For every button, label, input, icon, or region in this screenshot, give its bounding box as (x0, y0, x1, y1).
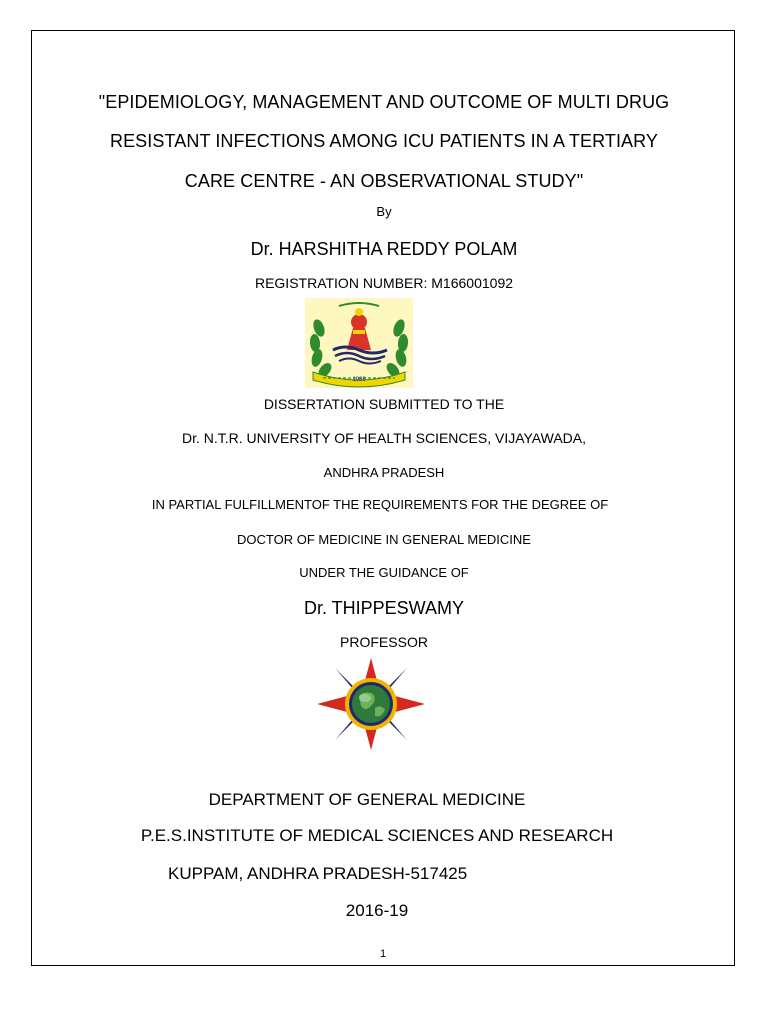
submission-line-4: IN PARTIAL FULFILLMENTOF THE REQUIREMENTS FOR THE DEGREE OF (151, 497, 609, 512)
submission-line-5: DOCTOR OF MEDICINE IN GENERAL MEDICINE (237, 532, 531, 547)
author-name: Dr. HARSHITHA REDDY POLAM (250, 239, 518, 259)
university-seal-icon (305, 298, 413, 388)
years: 2016-19 (345, 901, 409, 920)
department: DEPARTMENT OF GENERAL MEDICINE (208, 790, 526, 809)
submission-line-6: UNDER THE GUIDANCE OF (299, 565, 469, 580)
guide-title: PROFESSOR (340, 634, 428, 650)
seal-year: 1986 (352, 377, 366, 383)
submission-line-3: ANDHRA PRADESH (323, 465, 445, 480)
title-line-3: CARE CENTRE - AN OBSERVATIONAL STUDY" (184, 171, 584, 191)
by-label: By (376, 204, 392, 219)
address: KUPPAM, ANDHRA PRADESH-517425 (168, 864, 468, 883)
title-line-2: RESISTANT INFECTIONS AMONG ICU PATIENTS IN A TERTIARY (109, 131, 659, 151)
title-line-1: "EPIDEMIOLOGY, MANAGEMENT AND OUTCOME OF MULTI DRUG (98, 92, 670, 112)
guide-name: Dr. THIPPESWAMY (303, 598, 465, 618)
submission-line-2: Dr. N.T.R. UNIVERSITY OF HEALTH SCIENCES, VIJAYAWADA, (182, 430, 586, 446)
registration-number: REGISTRATION NUMBER: M166001092 (254, 275, 514, 291)
compass-globe-logo-icon (315, 656, 427, 752)
page-number: 1 (379, 948, 387, 960)
institute: P.E.S.INSTITUTE OF MEDICAL SCIENCES AND RESEARCH (140, 826, 614, 845)
submission-line-1: DISSERTATION SUBMITTED TO THE (263, 396, 505, 412)
